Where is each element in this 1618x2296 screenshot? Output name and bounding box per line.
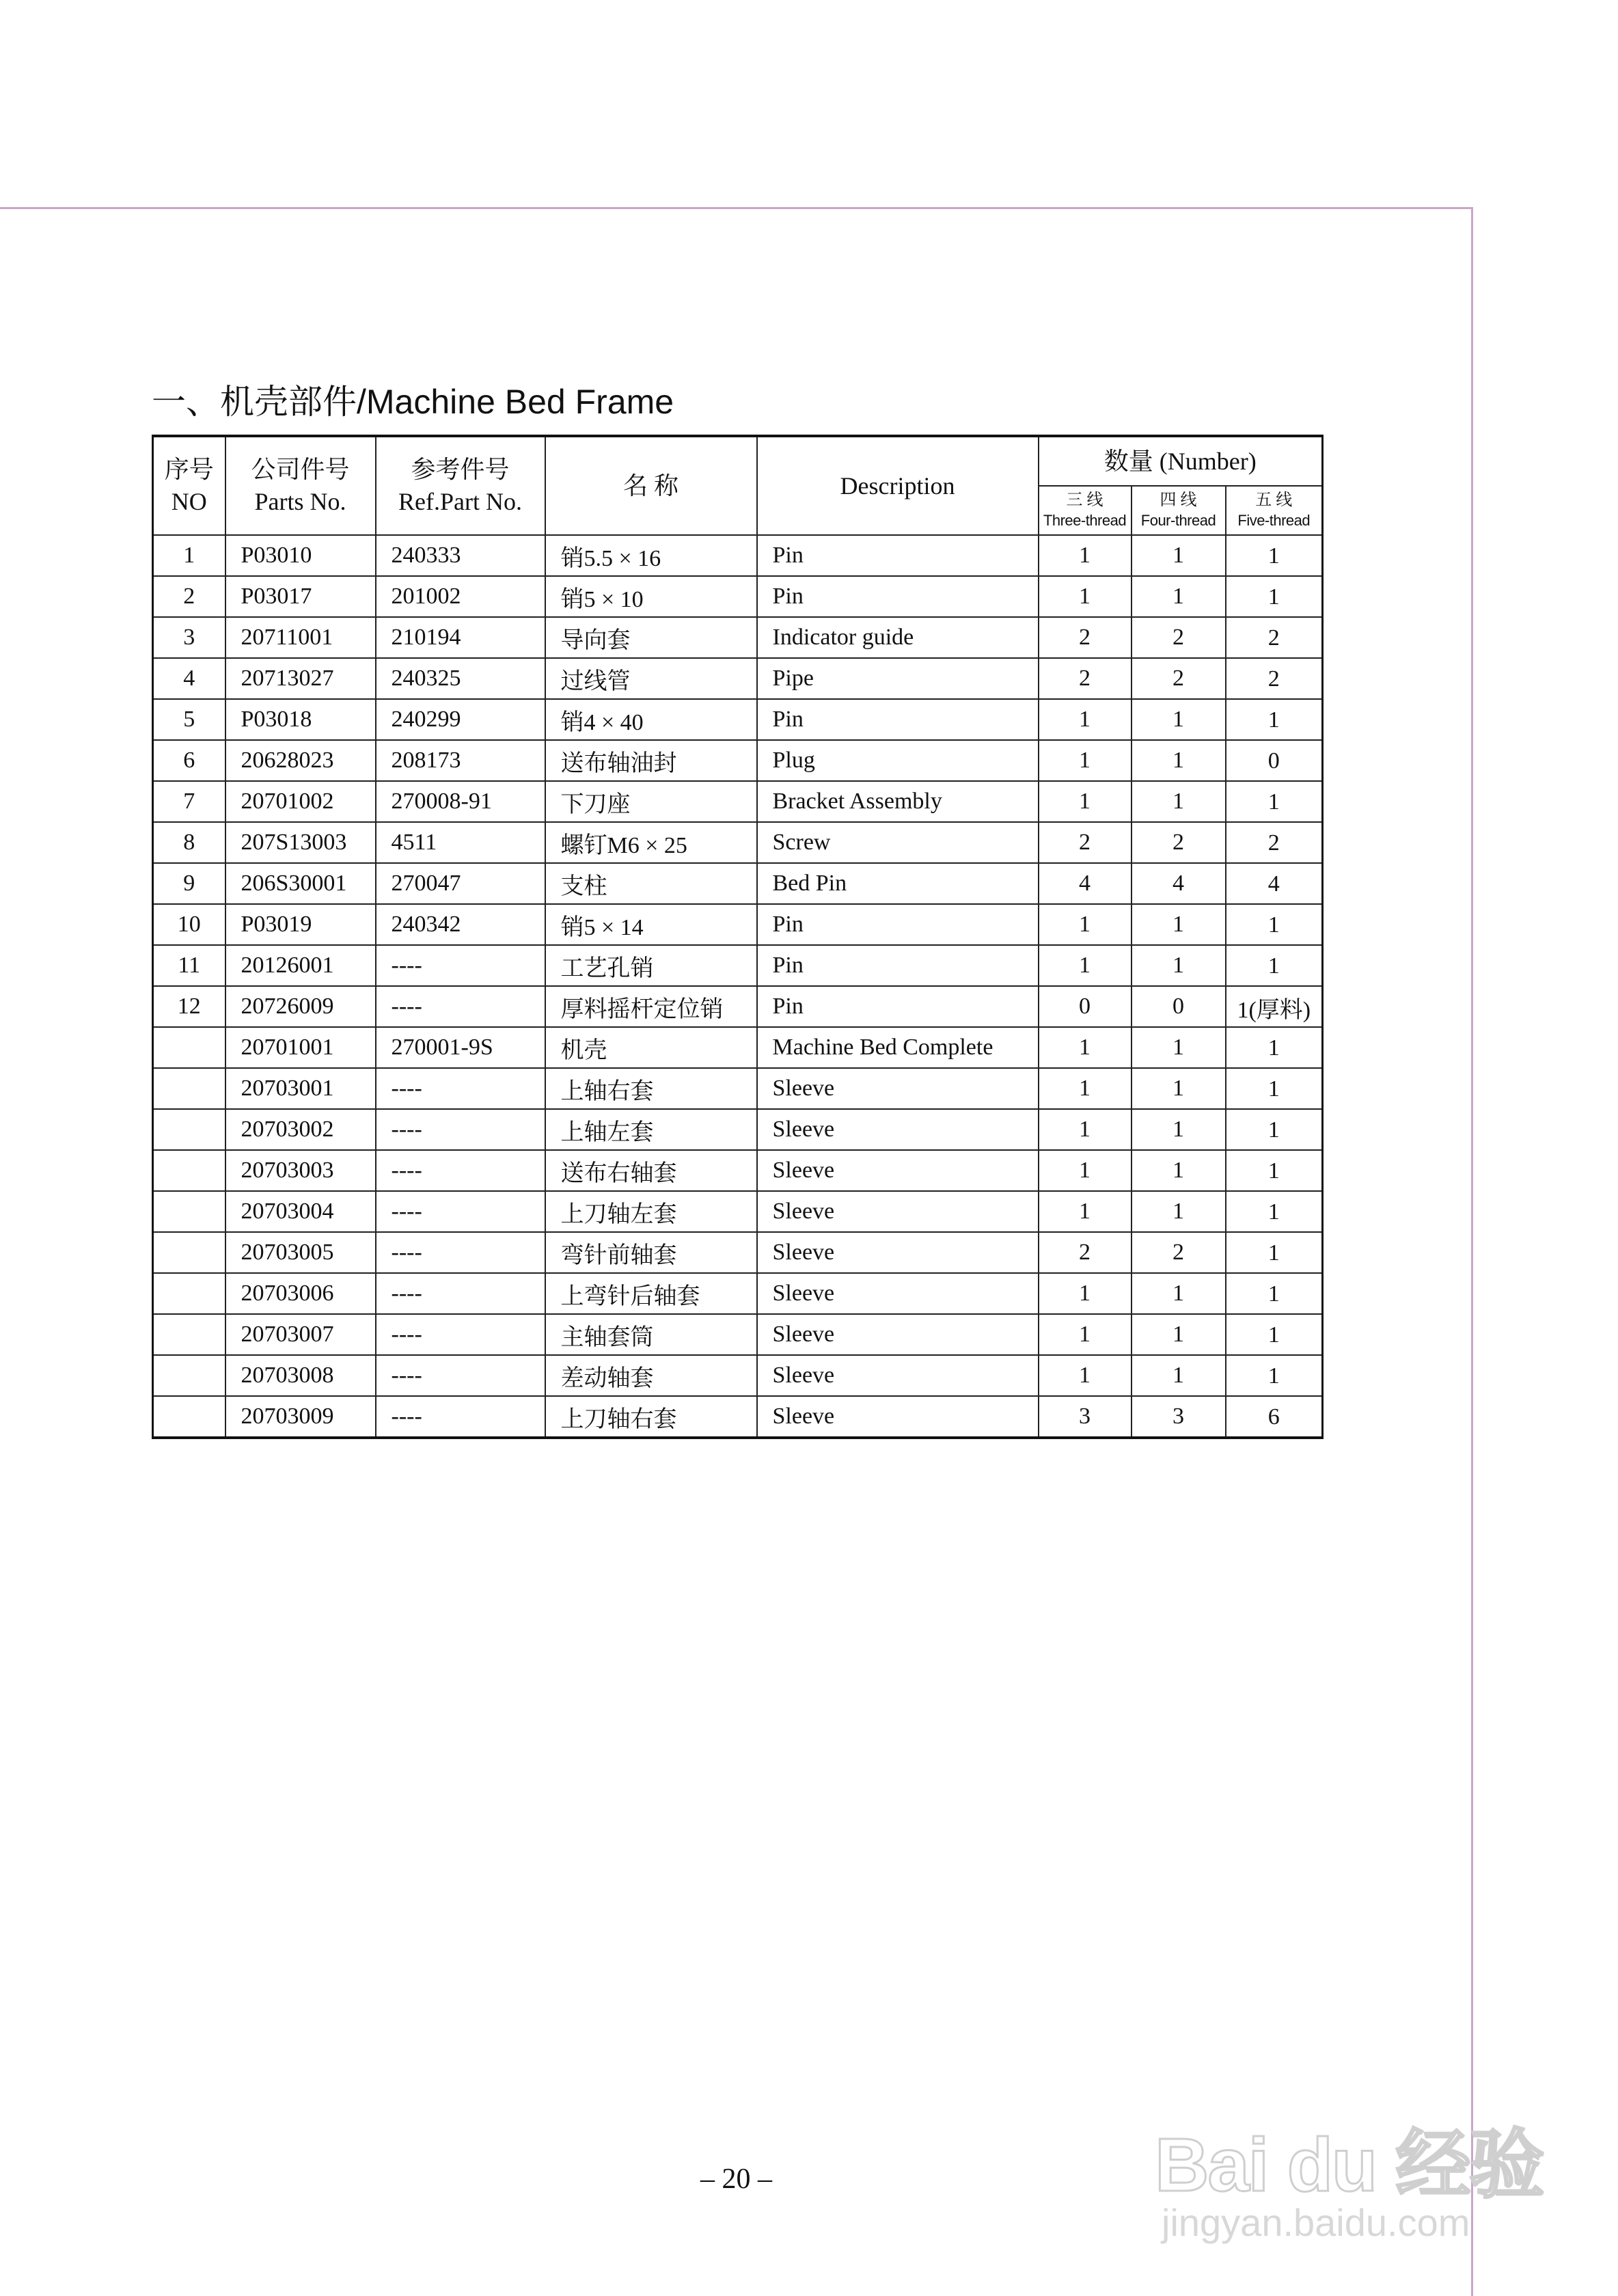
cell-qty-three-thread: 1 xyxy=(1039,904,1132,945)
cell-part-no: 20703009 xyxy=(225,1396,376,1438)
cell-name: 工艺孔销 xyxy=(545,945,757,986)
header-name: 名 称 xyxy=(545,436,757,535)
cell-part-no: 20703008 xyxy=(225,1355,376,1396)
cell-description: Sleeve xyxy=(757,1355,1039,1396)
cell-qty-three-thread: 1 xyxy=(1039,535,1132,576)
cell-name: 送布轴油封 xyxy=(545,740,757,781)
cell-no xyxy=(153,1355,225,1396)
cell-part-no: P03017 xyxy=(225,576,376,617)
cell-description: Pin xyxy=(757,945,1039,986)
cell-ref-part-no: 270001-9S xyxy=(376,1027,545,1068)
cell-ref-part-no: 270047 xyxy=(376,863,545,904)
cell-qty-three-thread: 1 xyxy=(1039,1068,1132,1109)
cell-part-no: 20703001 xyxy=(225,1068,376,1109)
cell-description: Sleeve xyxy=(757,1232,1039,1273)
cell-part-no: 20703005 xyxy=(225,1232,376,1273)
cell-part-no: P03019 xyxy=(225,904,376,945)
cell-no: 11 xyxy=(153,945,225,986)
header-five-thread xyxy=(1226,486,1323,535)
cell-part-no: 20701002 xyxy=(225,781,376,822)
cell-no: 12 xyxy=(153,986,225,1027)
page-number: – 20 – xyxy=(700,2163,772,2195)
cell-name: 下刀座 xyxy=(545,781,757,822)
cell-no: 7 xyxy=(153,781,225,822)
cell-ref-part-no: 270008-91 xyxy=(376,781,545,822)
cell-description: Sleeve xyxy=(757,1068,1039,1109)
cell-qty-five-thread: 0 xyxy=(1226,740,1323,781)
cell-qty-five-thread: 1 xyxy=(1226,1027,1323,1068)
cell-name: 支柱 xyxy=(545,863,757,904)
cell-part-no: 20703006 xyxy=(225,1273,376,1314)
watermark-url: jingyan.baidu.com xyxy=(1162,2201,1470,2244)
cell-qty-four-thread: 1 xyxy=(1132,945,1226,986)
header-four-en: Four-thread xyxy=(1140,512,1216,530)
cell-description: Sleeve xyxy=(757,1191,1039,1232)
cell-qty-five-thread: 2 xyxy=(1226,658,1323,699)
cell-ref-part-no: ---- xyxy=(376,945,545,986)
cell-qty-four-thread: 1 xyxy=(1132,1314,1226,1355)
cell-ref-part-no: 208173 xyxy=(376,740,545,781)
cell-part-no: 20711001 xyxy=(225,617,376,658)
cell-ref-part-no: ---- xyxy=(376,1109,545,1150)
section-title: 一、机壳部件/Machine Bed Frame xyxy=(152,383,674,421)
cell-no xyxy=(153,1314,225,1355)
cell-description: Sleeve xyxy=(757,1150,1039,1191)
cell-qty-three-thread: 1 xyxy=(1039,740,1132,781)
cell-part-no: 20126001 xyxy=(225,945,376,986)
cell-name: 销4 × 40 xyxy=(545,699,757,740)
table-row xyxy=(153,1191,1323,1232)
cell-name: 销5.5 × 16 xyxy=(545,535,757,576)
cell-qty-four-thread: 1 xyxy=(1132,740,1226,781)
cell-ref-part-no: 240299 xyxy=(376,699,545,740)
cell-qty-three-thread: 1 xyxy=(1039,1191,1132,1232)
cell-name: 上轴左套 xyxy=(545,1109,757,1150)
cell-no: 1 xyxy=(153,535,225,576)
cell-description: Pipe xyxy=(757,658,1039,699)
cell-part-no: 207S13003 xyxy=(225,822,376,863)
cell-qty-three-thread: 1 xyxy=(1039,945,1132,986)
header-ref-cn: 参考件号 xyxy=(411,456,510,484)
cell-qty-five-thread: 1 xyxy=(1226,904,1323,945)
cell-description: Pin xyxy=(757,986,1039,1027)
cell-qty-five-thread: 4 xyxy=(1226,863,1323,904)
cell-qty-four-thread: 2 xyxy=(1132,658,1226,699)
cell-ref-part-no: ---- xyxy=(376,1191,545,1232)
header-three-thread xyxy=(1039,486,1132,535)
cell-ref-part-no: ---- xyxy=(376,1068,545,1109)
cell-qty-four-thread: 2 xyxy=(1132,1232,1226,1273)
cell-description: Indicator guide xyxy=(757,617,1039,658)
cell-description: Sleeve xyxy=(757,1109,1039,1150)
header-three-cn: 三 线 xyxy=(1066,491,1103,510)
cell-name: 螺钉M6 × 25 xyxy=(545,822,757,863)
cell-qty-three-thread: 1 xyxy=(1039,1109,1132,1150)
header-four-cn: 四 线 xyxy=(1160,491,1197,510)
cell-description: Pin xyxy=(757,576,1039,617)
cell-qty-five-thread: 6 xyxy=(1226,1396,1323,1438)
cell-qty-three-thread: 1 xyxy=(1039,699,1132,740)
baidu-watermark xyxy=(1155,2064,1544,2269)
cell-description: Plug xyxy=(757,740,1039,781)
table-row xyxy=(153,1396,1323,1438)
cell-qty-five-thread: 1 xyxy=(1226,1191,1323,1232)
cell-qty-three-thread: 2 xyxy=(1039,658,1132,699)
cell-qty-four-thread: 4 xyxy=(1132,863,1226,904)
table-row xyxy=(153,1109,1323,1150)
cell-no: 3 xyxy=(153,617,225,658)
cell-qty-five-thread: 2 xyxy=(1226,617,1323,658)
cell-part-no: 206S30001 xyxy=(225,863,376,904)
cell-qty-five-thread: 1 xyxy=(1226,1150,1323,1191)
cell-qty-four-thread: 2 xyxy=(1132,617,1226,658)
cell-name: 机壳 xyxy=(545,1027,757,1068)
cell-qty-five-thread: 1 xyxy=(1226,1314,1323,1355)
cell-ref-part-no: ---- xyxy=(376,1396,545,1438)
cell-name: 导向套 xyxy=(545,617,757,658)
cell-qty-four-thread: 1 xyxy=(1132,1191,1226,1232)
cell-name: 上刀轴右套 xyxy=(545,1396,757,1438)
table-header xyxy=(153,436,1323,535)
cell-qty-four-thread: 0 xyxy=(1132,986,1226,1027)
cell-part-no: 20713027 xyxy=(225,658,376,699)
cell-description: Bed Pin xyxy=(757,863,1039,904)
header-three-en: Three-thread xyxy=(1043,512,1127,530)
cell-ref-part-no: 240342 xyxy=(376,904,545,945)
cell-ref-part-no: ---- xyxy=(376,1150,545,1191)
cell-qty-three-thread: 1 xyxy=(1039,1027,1132,1068)
cell-part-no: 20701001 xyxy=(225,1027,376,1068)
cell-qty-five-thread: 1 xyxy=(1226,1068,1323,1109)
cell-ref-part-no: 240325 xyxy=(376,658,545,699)
table-row xyxy=(153,1314,1323,1355)
cell-ref-part-no: ---- xyxy=(376,1314,545,1355)
cell-no: 9 xyxy=(153,863,225,904)
cell-qty-three-thread: 2 xyxy=(1039,1232,1132,1273)
cell-qty-four-thread: 1 xyxy=(1132,1150,1226,1191)
cell-qty-three-thread: 3 xyxy=(1039,1396,1132,1438)
cell-description: Sleeve xyxy=(757,1273,1039,1314)
table-row xyxy=(153,576,1323,617)
table-row xyxy=(153,1273,1323,1314)
cell-qty-five-thread: 1 xyxy=(1226,576,1323,617)
cell-qty-five-thread: 1 xyxy=(1226,781,1323,822)
cell-no xyxy=(153,1150,225,1191)
cell-description: Sleeve xyxy=(757,1314,1039,1355)
cell-name: 上刀轴左套 xyxy=(545,1191,757,1232)
cell-qty-five-thread: 1 xyxy=(1226,1232,1323,1273)
cell-no xyxy=(153,1273,225,1314)
cell-qty-five-thread: 1 xyxy=(1226,945,1323,986)
cell-name: 主轴套筒 xyxy=(545,1314,757,1355)
cell-description: Pin xyxy=(757,699,1039,740)
cell-qty-four-thread: 2 xyxy=(1132,822,1226,863)
cell-qty-three-thread: 0 xyxy=(1039,986,1132,1027)
cell-qty-five-thread: 1 xyxy=(1226,699,1323,740)
header-description: Description xyxy=(757,436,1039,535)
header-quantity: 数量 (Number) xyxy=(1039,436,1323,486)
cell-name: 销5 × 14 xyxy=(545,904,757,945)
cell-name: 上轴右套 xyxy=(545,1068,757,1109)
cell-qty-five-thread: 1 xyxy=(1226,535,1323,576)
cell-name: 差动轴套 xyxy=(545,1355,757,1396)
cell-part-no: P03010 xyxy=(225,535,376,576)
cell-qty-five-thread: 1 xyxy=(1226,1109,1323,1150)
cell-qty-four-thread: 1 xyxy=(1132,1027,1226,1068)
table-row xyxy=(153,781,1323,822)
cell-no: 5 xyxy=(153,699,225,740)
cell-qty-four-thread: 1 xyxy=(1132,781,1226,822)
cell-qty-three-thread: 1 xyxy=(1039,1150,1132,1191)
cell-description: Bracket Assembly xyxy=(757,781,1039,822)
cell-description: Pin xyxy=(757,535,1039,576)
cell-name: 过线管 xyxy=(545,658,757,699)
table-row xyxy=(153,863,1323,904)
table-row xyxy=(153,1027,1323,1068)
cell-part-no: 20703003 xyxy=(225,1150,376,1191)
header-no-cn: 序号 xyxy=(164,456,214,484)
cell-qty-four-thread: 1 xyxy=(1132,699,1226,740)
cell-ref-part-no: ---- xyxy=(376,1355,545,1396)
cell-no: 2 xyxy=(153,576,225,617)
table-row xyxy=(153,1232,1323,1273)
cell-part-no: P03018 xyxy=(225,699,376,740)
cell-part-no: 20726009 xyxy=(225,986,376,1027)
cell-part-no: 20703007 xyxy=(225,1314,376,1355)
cell-no xyxy=(153,1027,225,1068)
header-parts-en: Parts No. xyxy=(254,488,346,515)
cell-ref-part-no: ---- xyxy=(376,986,545,1027)
cell-qty-three-thread: 2 xyxy=(1039,822,1132,863)
cell-name: 销5 × 10 xyxy=(545,576,757,617)
cell-no xyxy=(153,1396,225,1438)
cell-ref-part-no: 210194 xyxy=(376,617,545,658)
header-five-en: Five-thread xyxy=(1237,512,1311,530)
table-row xyxy=(153,699,1323,740)
table-row xyxy=(153,617,1323,658)
table-row xyxy=(153,904,1323,945)
table-row xyxy=(153,658,1323,699)
cell-qty-four-thread: 1 xyxy=(1132,535,1226,576)
cell-ref-part-no: ---- xyxy=(376,1232,545,1273)
cell-description: Machine Bed Complete xyxy=(757,1027,1039,1068)
table-row xyxy=(153,740,1323,781)
header-ref-en: Ref.Part No. xyxy=(398,488,522,515)
header-five-cn: 五 线 xyxy=(1255,491,1293,510)
cell-qty-five-thread: 1 xyxy=(1226,1355,1323,1396)
header-no xyxy=(153,436,225,535)
cell-qty-three-thread: 2 xyxy=(1039,617,1132,658)
cell-no: 6 xyxy=(153,740,225,781)
cell-no: 8 xyxy=(153,822,225,863)
cell-qty-four-thread: 1 xyxy=(1132,1273,1226,1314)
parts-table xyxy=(152,435,1324,1439)
table-row xyxy=(153,822,1323,863)
cell-name: 送布右轴套 xyxy=(545,1150,757,1191)
cell-qty-four-thread: 3 xyxy=(1132,1396,1226,1438)
cell-qty-five-thread: 1 xyxy=(1226,1273,1323,1314)
cell-qty-four-thread: 1 xyxy=(1132,1068,1226,1109)
header-four-thread xyxy=(1132,486,1226,535)
cell-no: 10 xyxy=(153,904,225,945)
cell-part-no: 20703002 xyxy=(225,1109,376,1150)
cell-part-no: 20703004 xyxy=(225,1191,376,1232)
cell-qty-five-thread: 2 xyxy=(1226,822,1323,863)
table-body xyxy=(153,535,1323,1438)
cell-ref-part-no: ---- xyxy=(376,1273,545,1314)
table-row xyxy=(153,1150,1323,1191)
table-row xyxy=(153,945,1323,986)
cell-name: 上弯针后轴套 xyxy=(545,1273,757,1314)
table-row xyxy=(153,1068,1323,1109)
cell-qty-three-thread: 1 xyxy=(1039,576,1132,617)
cell-qty-three-thread: 1 xyxy=(1039,1273,1132,1314)
table-row xyxy=(153,1355,1323,1396)
cell-qty-four-thread: 1 xyxy=(1132,1355,1226,1396)
cell-no xyxy=(153,1191,225,1232)
cell-qty-three-thread: 1 xyxy=(1039,781,1132,822)
cell-ref-part-no: 201002 xyxy=(376,576,545,617)
table-row xyxy=(153,986,1323,1027)
page-frame-top-line xyxy=(0,207,1472,209)
cell-qty-three-thread: 4 xyxy=(1039,863,1132,904)
watermark-brand: Bai du 经验 xyxy=(1155,2123,1544,2207)
cell-qty-four-thread: 1 xyxy=(1132,904,1226,945)
cell-no xyxy=(153,1232,225,1273)
header-no-en: NO xyxy=(171,488,207,515)
cell-ref-part-no: 4511 xyxy=(376,822,545,863)
header-parts-cn: 公司件号 xyxy=(251,456,350,484)
cell-qty-five-thread: 1(厚料) xyxy=(1226,986,1323,1027)
page-frame-right-line xyxy=(1471,207,1473,2296)
header-parts-no xyxy=(225,436,376,535)
cell-description: Screw xyxy=(757,822,1039,863)
cell-name: 厚料摇杆定位销 xyxy=(545,986,757,1027)
cell-no xyxy=(153,1109,225,1150)
header-ref-part-no xyxy=(376,436,545,535)
cell-qty-three-thread: 1 xyxy=(1039,1355,1132,1396)
cell-part-no: 20628023 xyxy=(225,740,376,781)
cell-description: Pin xyxy=(757,904,1039,945)
cell-no xyxy=(153,1068,225,1109)
cell-description: Sleeve xyxy=(757,1396,1039,1438)
cell-no: 4 xyxy=(153,658,225,699)
cell-qty-three-thread: 1 xyxy=(1039,1314,1132,1355)
cell-qty-four-thread: 1 xyxy=(1132,1109,1226,1150)
cell-name: 弯针前轴套 xyxy=(545,1232,757,1273)
cell-ref-part-no: 240333 xyxy=(376,535,545,576)
table-row xyxy=(153,535,1323,576)
cell-qty-four-thread: 1 xyxy=(1132,576,1226,617)
